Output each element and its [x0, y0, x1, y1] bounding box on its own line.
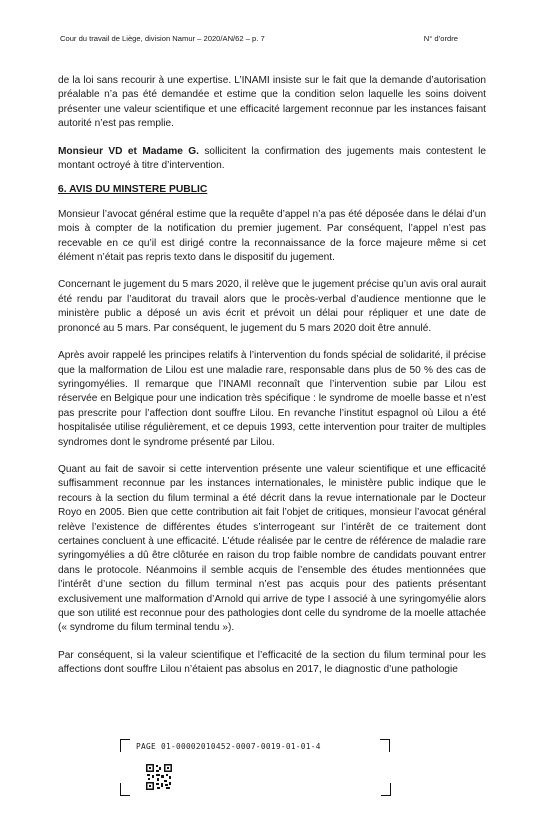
qr-code: [146, 764, 172, 790]
parties-names: Monsieur VD et Madame G.: [58, 145, 199, 157]
document-body: [58, 74, 486, 691]
bracket-bottom-right: [381, 783, 391, 796]
paragraph-parties-request: [58, 145, 486, 174]
page-stamp: [120, 739, 390, 759]
page-header: [60, 34, 493, 46]
bracket-top-left: [120, 739, 130, 752]
bracket-top-right: [380, 739, 390, 752]
parties-request-text: sollicitent la confirmation des jugements mais contestent le montant octroyé à titre d’intervention.: [58, 145, 486, 172]
header-order-number: N° d’ordre: [423, 34, 458, 43]
paragraph-inami-position: de la loi sans recourir à une expertise. L’INAMI insiste sur le fait que la demande d’autorisation préalable n’a pas été demandée et estime que la condition selon laquelle les soins doivent présenter une valeur scientifique et une efficacité largement reconnue par les instances faisant autorité n’est pas remplie.: [58, 75, 486, 130]
paragraph-scientific-value: Quant au fait de savoir si cette intervention présente une valeur scientifique et une efficacité suffisamment reconnue par les instances internationales, le ministère public indique que le recours à la section du filum terminal a été décrit dans la revue internationale par le Docteur Royo en 2005. Bien que cette contribution ait fait l’objet de critiques, monsieur l’avocat général relève l’existence de différentes études s’interrogeant sur l’intérêt de ce traitement dont certaines concluent à une efficacité. L’étude réalisée par le centre de référence de maladie rare syringomyélies a dû être clôturée en raison du trop faible nombre de candidats pouvant entrer dans le protocole. Néanmoins il semble acquis de l’ensemble des études mentionnées que l’intérêt d’une section du fillum terminal n’est pas acquis pour des patients présentant exclusivement une malformation d’Arnold qui arrive de type I associé à une syringomyélie alors que son utilité est reconnue pour des pathologies dont celle du syndrome de la moelle attachée (« syndrome du filum terminal tendu »).: [58, 463, 486, 634]
stamp-text: PAGE 01-00002010452-0007-0019-01-01-4: [136, 742, 321, 751]
paragraph-judgment-annulment: Concernant le jugement du 5 mars 2020, il relève que le jugement précise qu’un avis oral aurait été rendu par l’auditorat du travail alors que le procès-verbal d’audience mentionne que le ministère public a déposé un avis écrit et prévoit un délai pour répliquer et une date de prononcé au 5 mars. Par conséquent, le jugement du 5 mars 2020 doit être annulé.: [58, 279, 486, 334]
paragraph-appeal-admissibility: Monsieur l’avocat général estime que la requête d’appel n’a pas été déposée dans le délai d’un mois à compter de la notification du premier jugement. Par conséquent, l’appel n’est pas recevable en ce qu’il est dirigé contre la reconnaissance de la force majeure même si cet élément n’était pas repris texto dans le dispositif du jugement.: [58, 208, 486, 264]
paragraph-malformation: Après avoir rappelé les principes relatifs à l’intervention du fonds spécial de solidarité, il précise que la malformation de Lilou est une maladie rare, responsable dans plus de 50 % des cas de syringomyélies. Il remarque que l’INAMI reconnaît que l’intervention subie par Lilou est réservée en Belgique pour une indication très spécifique : le syndrome de moelle basse et n’est pas prescrite pour l’affection dont souffre Lilou. En revanche l’institut espagnol où Lilou a été hospitalisée utilise régulièrement, et ce depuis 1993, cette intervention pour traiter de multiples syndromes dont le syndrome présenté par Lilou.: [58, 350, 486, 448]
paragraph-conclusion: Par conséquent, si la valeur scientifique et l’efficacité de la section du filum terminal pour les affections dont souffre Lilou n’étaient pas absolus en 2017, le diagnostic d’une pathologie: [58, 649, 486, 676]
bracket-bottom-left: [120, 783, 130, 796]
section-heading: 6. AVIS DU MINSTERE PUBLIC: [58, 184, 208, 196]
header-case-reference: Cour du travail de Liège, division Namur – 2020/AN/62 – p. 7: [60, 34, 265, 43]
